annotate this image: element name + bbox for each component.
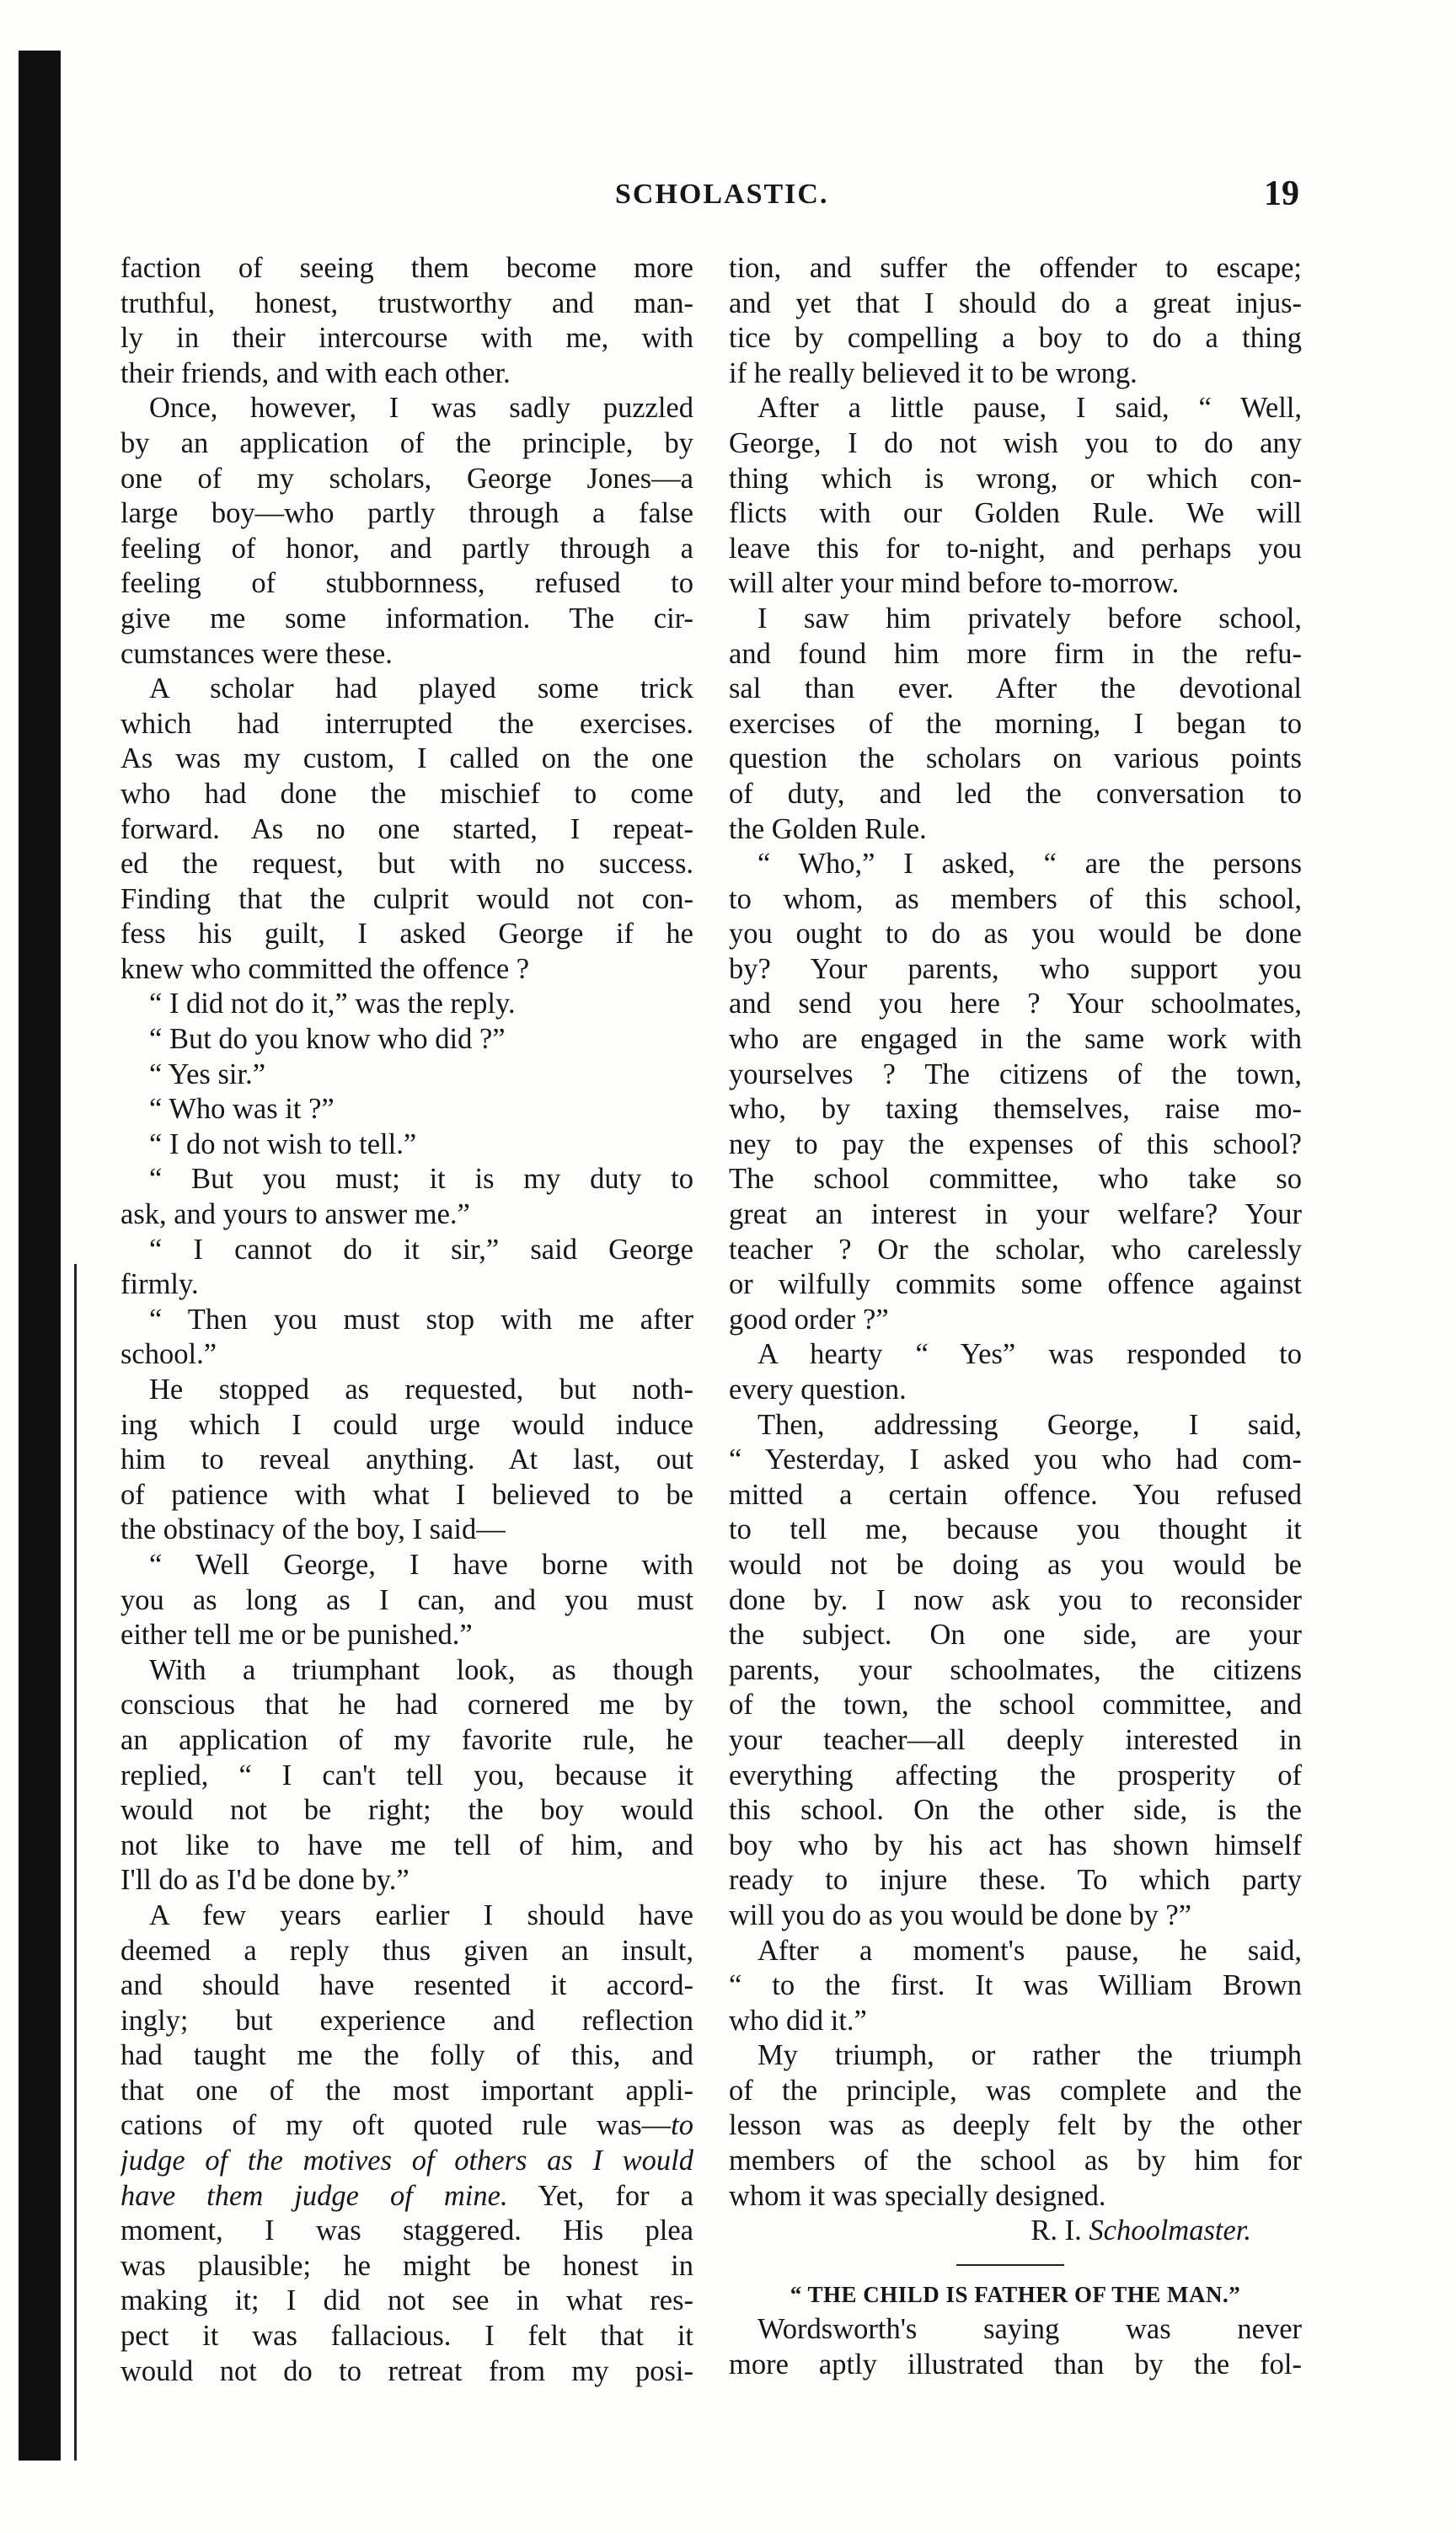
section-opening-text — [729, 2312, 1302, 2382]
text-line — [729, 1583, 1302, 1619]
text-line-plain: I'll do as I'd be done by.” — [120, 1864, 410, 1897]
text-line — [120, 287, 693, 322]
text-line — [120, 2319, 693, 2354]
text-line-plain: or wilfully commits some offence against — [729, 1268, 1302, 1301]
signature-initials: R. I. — [1030, 2214, 1089, 2247]
text-line-plain: question the scholars on various points — [729, 742, 1302, 775]
text-line — [120, 2284, 693, 2319]
text-line — [729, 1162, 1302, 1197]
text-line — [729, 1373, 1302, 1408]
text-line-plain: by? Your parents, who support you — [729, 952, 1302, 985]
text-line — [120, 1373, 693, 1408]
text-line-plain: this school. On the other side, is the — [729, 1794, 1302, 1827]
text-line — [729, 1863, 1302, 1898]
text-line — [120, 2144, 693, 2179]
text-line — [120, 1233, 693, 1268]
text-line-plain: “ Who,” I asked, “ are the persons — [757, 848, 1302, 881]
text-line-plain: an application of my favorite rule, he — [120, 1723, 693, 1756]
text-line — [729, 602, 1302, 637]
text-line-plain: the obstinacy of the boy, I said— — [120, 1513, 506, 1546]
text-line-plain: feeling of stubbornness, refused to — [120, 567, 693, 600]
text-line — [120, 2354, 693, 2390]
text-line — [729, 2179, 1302, 2214]
text-line-plain: that one of the most important appli- — [120, 2074, 693, 2107]
text-line — [120, 2249, 693, 2284]
text-line — [729, 251, 1302, 287]
text-line-plain: if he really believed it to be wrong. — [729, 356, 1138, 389]
text-line-plain: A few years earlier I should have — [149, 1898, 693, 1931]
text-line — [729, 2004, 1302, 2039]
text-line-plain: had taught me the folly of this, and — [120, 2039, 693, 2072]
text-line — [729, 882, 1302, 918]
text-line — [120, 566, 693, 602]
text-line — [729, 1653, 1302, 1689]
text-line — [729, 1968, 1302, 2004]
text-line-plain: large boy—who partly through a false — [120, 497, 693, 530]
text-line — [120, 987, 693, 1022]
text-line-plain: you as long as I can, and you must — [120, 1583, 693, 1616]
text-line-plain: and should have resented it accord- — [120, 1969, 693, 2002]
text-line — [120, 496, 693, 532]
text-line — [120, 2074, 693, 2109]
text-line — [120, 532, 693, 567]
text-line-plain: yourselves ? The citizens of the town, — [729, 1058, 1302, 1090]
text-line — [120, 882, 693, 918]
text-line — [120, 1443, 693, 1478]
text-line — [120, 812, 693, 848]
text-line — [729, 1058, 1302, 1093]
text-line-plain: “ Well George, I have borne with — [149, 1548, 693, 1581]
section-heading: “ THE CHILD IS FATHER OF THE MAN.” — [790, 2281, 1241, 2307]
text-line-plain: their friends, and with each other. — [120, 356, 511, 389]
text-line — [120, 917, 693, 952]
text-line-plain: would not do to retreat from my posi- — [120, 2354, 693, 2387]
text-line — [729, 2348, 1302, 2383]
text-line-plain: who are engaged in the same work with — [729, 1023, 1302, 1056]
text-line — [729, 1443, 1302, 1478]
text-line-plain: cations of my oft quoted rule was— — [120, 2109, 672, 2142]
text-line — [120, 1127, 693, 1163]
text-line — [729, 777, 1302, 812]
text-line-tail: Yet, for a — [507, 2179, 693, 2212]
text-line — [729, 2038, 1302, 2074]
text-line — [120, 1162, 693, 1197]
text-line-plain: Finding that the culprit would not con- — [120, 882, 693, 915]
right-column — [729, 251, 1302, 2383]
text-line — [120, 1478, 693, 1513]
text-line — [120, 637, 693, 672]
text-line-plain: “ Then you must stop with me after — [149, 1303, 693, 1336]
text-line — [729, 391, 1302, 426]
text-line — [120, 672, 693, 707]
text-line-plain: ready to injure these. To which party — [729, 1864, 1302, 1897]
text-line — [120, 1968, 693, 2004]
text-line-plain: flicts with our Golden Rule. We will — [729, 497, 1302, 530]
text-line — [120, 777, 693, 812]
text-line-plain: thing which is wrong, or which con- — [729, 462, 1302, 495]
text-line — [729, 1513, 1302, 1548]
text-line — [120, 602, 693, 637]
text-line — [729, 1618, 1302, 1653]
text-line — [120, 1934, 693, 1969]
text-line-plain: by an application of the principle, by — [120, 426, 693, 459]
text-line — [729, 1548, 1302, 1583]
text-line — [120, 1267, 693, 1303]
text-line — [729, 2312, 1302, 2348]
text-line — [120, 847, 693, 882]
text-line — [729, 532, 1302, 567]
text-line — [120, 1058, 693, 1093]
text-line-plain: and send you here ? Your schoolmates, — [729, 988, 1302, 1020]
text-line-plain: who, by taxing themselves, raise mo- — [729, 1093, 1302, 1126]
text-line — [729, 1408, 1302, 1443]
text-line-plain: more aptly illustrated than by the fol- — [729, 2348, 1302, 2381]
text-line-plain: Wordsworth's saying was never — [757, 2313, 1302, 2346]
signature-line — [729, 2214, 1302, 2249]
text-line-plain: would not be right; the boy would — [120, 1794, 693, 1827]
text-line-plain: who did it.” — [729, 2004, 867, 2037]
right-column-body — [729, 251, 1302, 2214]
text-line-plain: faction of seeing them become more — [120, 252, 693, 284]
text-line — [729, 1759, 1302, 1794]
text-line — [120, 2004, 693, 2039]
text-line-plain: ney to pay the expenses of this school? — [729, 1127, 1302, 1160]
text-line-plain: ing which I could urge would induce — [120, 1408, 693, 1441]
text-line — [729, 462, 1302, 497]
text-line-plain: “ I do not wish to tell.” — [149, 1127, 417, 1160]
text-line-plain: “ to the first. It was William Brown — [729, 1969, 1302, 2002]
text-line-plain: ly in their intercourse with me, with — [120, 322, 693, 355]
text-line — [729, 1478, 1302, 1513]
text-line-plain: would not be doing as you would be — [729, 1548, 1302, 1581]
text-line — [729, 917, 1302, 952]
text-line — [120, 1793, 693, 1829]
text-line — [729, 2074, 1302, 2109]
text-line — [120, 1337, 693, 1373]
text-line-plain: After a moment's pause, he said, — [757, 1934, 1302, 1967]
text-line — [120, 1618, 693, 1653]
text-line-plain: of the town, the school committee, and — [729, 1689, 1302, 1722]
text-line — [729, 1197, 1302, 1233]
text-line-plain: the subject. On one side, are your — [729, 1619, 1302, 1652]
text-line-plain: one of my scholars, George Jones—a — [120, 462, 693, 495]
text-line — [120, 1829, 693, 1864]
text-line — [120, 462, 693, 497]
text-line — [729, 426, 1302, 462]
text-line — [729, 847, 1302, 882]
text-line — [729, 707, 1302, 742]
text-line — [120, 391, 693, 426]
text-line — [120, 1408, 693, 1443]
text-line-plain: whom it was specially designed. — [729, 2179, 1106, 2212]
text-line-plain: firmly. — [120, 1268, 199, 1301]
page-edge-line — [74, 1264, 77, 2461]
text-line — [120, 2038, 693, 2074]
text-line — [729, 321, 1302, 356]
text-line-plain: “ Yesterday, I asked you who had com- — [729, 1443, 1302, 1476]
text-line — [729, 1092, 1302, 1127]
text-line — [729, 987, 1302, 1022]
text-line-plain: making it; I did not see in what res- — [120, 2284, 693, 2317]
text-line — [120, 426, 693, 462]
text-line-plain: As was my custom, I called on the one — [120, 742, 693, 775]
text-line-plain: “ But you must; it is my duty to — [149, 1163, 693, 1196]
text-line-plain: fess his guilt, I asked George if he — [120, 918, 693, 951]
text-line — [120, 952, 693, 988]
text-line-plain: him to reveal anything. At last, out — [120, 1443, 693, 1476]
text-line — [729, 2108, 1302, 2144]
text-line — [120, 1513, 693, 1548]
page-number: 19 — [1264, 174, 1299, 213]
section-rule — [956, 2264, 1064, 2266]
text-line-plain: “ Yes sir.” — [149, 1058, 266, 1090]
text-line — [120, 1863, 693, 1898]
text-line-plain: either tell me or be punished.” — [120, 1619, 473, 1652]
text-line-plain: to tell me, because you thought it — [729, 1513, 1302, 1546]
text-line-plain: and found him more firm in the refu- — [729, 637, 1302, 670]
text-line — [729, 1723, 1302, 1759]
text-line — [729, 1934, 1302, 1969]
text-line — [729, 1829, 1302, 1864]
text-line — [120, 321, 693, 356]
text-line-plain: boy who by his act has shown himself — [729, 1829, 1302, 1861]
text-line-plain: members of the school as by him for — [729, 2145, 1302, 2177]
text-line-plain: A scholar had played some trick — [149, 672, 693, 705]
text-line-plain: cumstances were these. — [120, 637, 393, 670]
text-line — [120, 251, 693, 287]
text-line-plain: tion, and suffer the offender to escape; — [729, 252, 1302, 284]
text-line-plain: “ I did not do it,” was the reply. — [149, 988, 516, 1020]
text-line-plain: deemed a reply thus given an insult, — [120, 1934, 693, 1967]
text-line-plain: George, I do not wish you to do any — [729, 426, 1302, 459]
text-line-plain: mitted a certain offence. You refused — [729, 1478, 1302, 1511]
text-line-plain: exercises of the morning, I began to — [729, 707, 1302, 740]
text-line-plain: ask, and yours to answer me.” — [120, 1198, 470, 1231]
text-line — [729, 1688, 1302, 1723]
text-line-plain: teacher ? Or the scholar, who carelessly — [729, 1233, 1302, 1266]
text-line — [729, 496, 1302, 532]
text-line — [729, 1233, 1302, 1268]
text-line-plain: will you do as you would be done by ?” — [729, 1898, 1192, 1931]
text-line — [729, 1022, 1302, 1058]
text-line-plain: tice by compelling a boy to do a thing — [729, 322, 1302, 355]
text-line — [729, 1127, 1302, 1163]
text-line — [120, 742, 693, 777]
text-line — [729, 2144, 1302, 2179]
text-line-plain: After a little pause, I said, “ Well, — [757, 392, 1302, 425]
text-line — [120, 1653, 693, 1689]
text-line-plain: school.” — [120, 1338, 217, 1371]
text-line — [120, 1092, 693, 1127]
text-line — [729, 356, 1302, 392]
text-line-plain: The school committee, who take so — [729, 1163, 1302, 1196]
text-line-italic: to — [671, 2109, 693, 2142]
text-line-plain: “ I cannot do it sir,” said George — [149, 1233, 693, 1266]
running-head: SCHOLASTIC. — [615, 179, 829, 210]
text-line-plain: you ought to do as you would be done — [729, 918, 1302, 951]
text-line-plain: will alter your mind before to-morrow. — [729, 567, 1180, 600]
text-line-plain: A hearty “ Yes” was responded to — [757, 1338, 1302, 1371]
text-line — [120, 1022, 693, 1058]
text-line-plain: who had done the mischief to come — [120, 777, 693, 810]
text-line — [729, 952, 1302, 988]
text-line-plain: ed the request, but with no success. — [120, 848, 693, 881]
text-line-plain: was plausible; he might be honest in — [120, 2249, 693, 2282]
text-line — [120, 1723, 693, 1759]
text-line-plain: replied, “ I can't tell you, because it — [120, 1759, 693, 1791]
text-line-plain: forward. As no one started, I repeat- — [120, 812, 693, 845]
text-line — [120, 1759, 693, 1794]
text-line-plain: to whom, as members of this school, — [729, 882, 1302, 915]
text-line-plain: done by. I now ask you to reconsider — [729, 1583, 1302, 1616]
text-line — [120, 1688, 693, 1723]
left-column — [120, 251, 693, 2389]
text-line-plain: “ Who was it ?” — [149, 1093, 335, 1126]
text-line-plain: knew who committed the offence ? — [120, 952, 530, 985]
text-line-plain: ingly; but experience and reflection — [120, 2004, 693, 2037]
text-line-plain: not like to have me tell of him, and — [120, 1829, 693, 1861]
text-line-plain: lesson was as deeply felt by the other — [729, 2109, 1302, 2142]
text-line — [729, 1898, 1302, 1934]
text-line-italic: have them judge of mine. — [120, 2179, 508, 2212]
text-line — [729, 566, 1302, 602]
text-line-plain: everything affecting the prosperity of — [729, 1759, 1302, 1791]
text-line-plain: He stopped as requested, but noth- — [149, 1374, 693, 1406]
text-line-plain: “ But do you know who did ?” — [149, 1023, 506, 1056]
text-line-plain: of patience with what I believed to be — [120, 1478, 693, 1511]
text-line-plain: parents, your schoolmates, the citizens — [729, 1653, 1302, 1686]
text-line — [729, 672, 1302, 707]
text-line — [120, 1898, 693, 1934]
text-line — [729, 1267, 1302, 1303]
text-line-plain: of the principle, was complete and the — [729, 2074, 1302, 2107]
text-line-plain: conscious that he had cornered me by — [120, 1689, 693, 1722]
text-line-plain: sal than ever. After the devotional — [729, 672, 1302, 705]
text-line-plain: every question. — [729, 1374, 907, 1406]
text-line-plain: of duty, and led the conversation to — [729, 777, 1302, 810]
text-line — [729, 287, 1302, 322]
text-line — [729, 637, 1302, 672]
text-line — [120, 2108, 693, 2144]
text-line — [120, 1197, 693, 1233]
text-line — [729, 1337, 1302, 1373]
text-line-plain: I saw him privately before school, — [757, 602, 1302, 635]
text-line — [120, 2179, 693, 2214]
text-line-plain: moment, I was staggered. His plea — [120, 2214, 693, 2247]
text-line-plain: feeling of honor, and partly through a — [120, 532, 693, 565]
text-line-plain: truthful, honest, trustworthy and man- — [120, 287, 693, 319]
text-line — [729, 812, 1302, 848]
text-line-plain: pect it was fallacious. I felt that it — [120, 2320, 693, 2353]
text-line-plain: leave this for to-night, and perhaps you — [729, 532, 1302, 565]
text-line-plain: give me some information. The cir- — [120, 602, 693, 635]
text-line-plain: good order ?” — [729, 1303, 889, 1336]
text-line — [729, 1303, 1302, 1338]
text-line — [120, 1583, 693, 1619]
text-line — [729, 742, 1302, 777]
text-line-plain: great an interest in your welfare? Your — [729, 1198, 1302, 1231]
text-line — [120, 2214, 693, 2249]
binding-shadow — [19, 51, 61, 2461]
text-line-italic: judge of the motives of others as I would — [120, 2145, 693, 2177]
text-line — [120, 1303, 693, 1338]
signature-title: Schoolmaster. — [1089, 2214, 1251, 2247]
text-line — [120, 707, 693, 742]
text-line-plain: Once, however, I was sadly puzzled — [149, 392, 693, 425]
text-line — [120, 356, 693, 392]
text-line-plain: My triumph, or rather the triumph — [757, 2039, 1302, 2072]
text-line-plain: your teacher—all deeply interested in — [729, 1723, 1302, 1756]
text-line-plain: Then, addressing George, I said, — [757, 1408, 1302, 1441]
text-line-plain: which had interrupted the exercises. — [120, 707, 693, 740]
text-line-plain: the Golden Rule. — [729, 812, 927, 845]
text-line-plain: With a triumphant look, as though — [149, 1653, 693, 1686]
text-line — [729, 1793, 1302, 1829]
text-line-plain: and yet that I should do a great injus- — [729, 287, 1302, 319]
text-line — [120, 1548, 693, 1583]
